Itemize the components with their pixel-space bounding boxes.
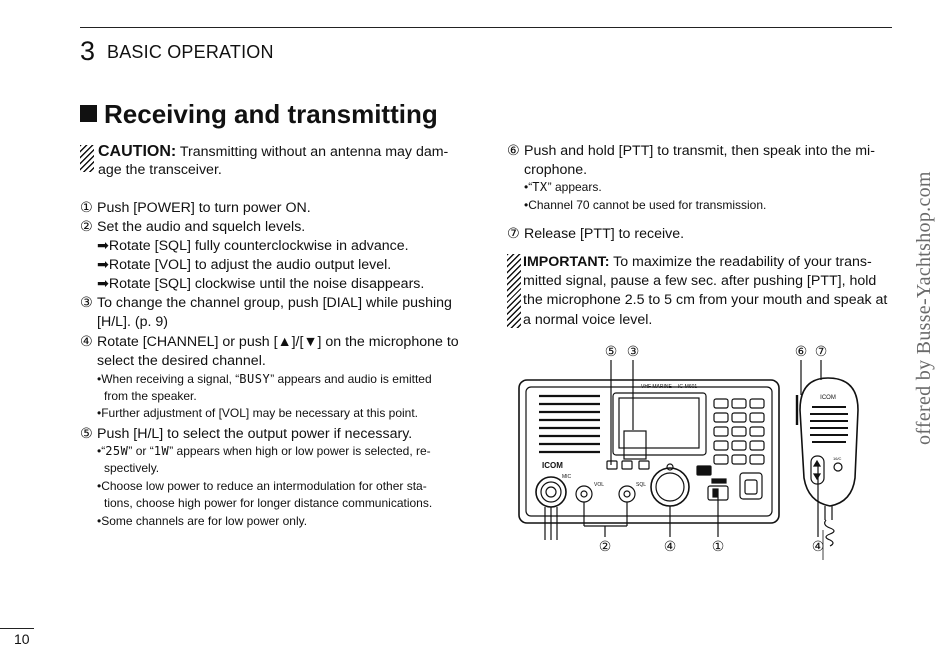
step-5-bullet-3: •Some channels are for low power only. <box>97 514 308 528</box>
radio-brand: ICOM <box>542 461 563 470</box>
step-5-text: Push [H/L] to select the output power if necessary. <box>97 426 413 442</box>
watermark: offered by Busse-Yachtshop.com <box>913 171 935 445</box>
callout-5-top: ⑤ <box>604 343 618 359</box>
important-label: IMPORTANT: <box>523 254 610 270</box>
lcd-25w-text: 25W <box>105 444 129 458</box>
step-5-bullet-1: •“25W” or “1W” appears when high or low power is selected, re- <box>97 444 431 458</box>
step-6-num: ⑥ <box>507 143 520 159</box>
arrow-right-icon: ➡ <box>97 276 109 292</box>
mic-16c-label: 16/C <box>833 456 842 461</box>
step-4-line-2: select the desired channel. <box>97 353 266 369</box>
callout-4-bottom: ④ <box>663 538 677 554</box>
callout-2-bottom: ② <box>598 538 612 554</box>
step-4-bullet-1-line-2: from the speaker. <box>104 389 197 403</box>
lcd-busy-text: BUSY <box>239 372 271 386</box>
lcd-1w-text: 1W <box>153 444 170 458</box>
step-1-text: Push [POWER] to turn power ON. <box>97 200 311 216</box>
step-6-line-1: Push and hold [PTT] to transmit, then speak into the mi- <box>524 143 875 159</box>
step-2-sub-3: ➡Rotate [SQL] clockwise until the noise disappears. <box>97 276 425 292</box>
step-6-line-2: crophone. <box>524 162 588 178</box>
chapter-title: BASIC OPERATION <box>107 42 274 62</box>
step-2-num: ② <box>80 219 93 235</box>
mic-label: MIC <box>562 474 572 480</box>
step-7-num: ⑦ <box>507 226 520 242</box>
step-6-bullet-2: •Channel 70 cannot be used for transmission. <box>524 198 767 212</box>
important-line-1: IMPORTANT: To maximize the readability of your trans- <box>523 254 872 270</box>
page-number: 10 <box>14 631 30 647</box>
caution-line-1: CAUTION: Transmitting without an antenna may dam- <box>98 143 449 160</box>
arrow-right-icon: ➡ <box>97 238 109 254</box>
step-3-line-1: To change the channel group, push [DIAL] while pushing <box>97 295 452 311</box>
step-2-sub-2: ➡Rotate [VOL] to adjust the audio output level. <box>97 257 392 273</box>
step-5-bullet-2: •Choose low power to reduce an intermodulation for other sta- <box>97 479 427 493</box>
step-4-line-1: Rotate [CHANNEL] or push [▲]/[▼] on the microphone to <box>97 334 459 350</box>
step-3-num: ③ <box>80 295 93 311</box>
step-7-text: Release [PTT] to receive. <box>524 226 685 242</box>
lcd-tx-text: TX <box>532 180 548 194</box>
step-5-bullet-2-line-2: tions, choose high power for longer distance communications. <box>104 496 433 510</box>
section-title-text: Receiving and transmitting <box>104 99 438 129</box>
sql-label: SQL <box>636 482 647 488</box>
step-1-num: ① <box>80 200 93 216</box>
step-5-bullet-1-line-2: spectively. <box>104 461 160 475</box>
important-line-4: a normal voice level. <box>523 312 653 328</box>
step-2-sub-1: ➡Rotate [SQL] fully counterclockwise in advance. <box>97 238 409 254</box>
radio-marine-label: VHF MARINE <box>641 384 672 390</box>
step-6-bullet-1: •“TX” appears. <box>524 180 602 194</box>
arrow-right-icon: ➡ <box>97 257 109 273</box>
caution-line-2: age the transceiver. <box>98 162 222 178</box>
step-4-bullet-2: •Further adjustment of [VOL] may be necessary at this point. <box>97 406 419 420</box>
step-3-line-2: [H/L]. (p. 9) <box>97 314 168 330</box>
radio-model-label: IC-M601 <box>678 384 698 390</box>
callout-3-top: ③ <box>626 343 640 359</box>
footer-rule <box>0 628 34 629</box>
callout-6-top: ⑥ <box>794 343 808 359</box>
callout-1-bottom: ① <box>711 538 725 554</box>
vol-label: VOL <box>594 482 605 488</box>
important-line-3: the microphone 2.5 to 5 cm from your mouth and speak at <box>523 292 888 308</box>
step-5-num: ⑤ <box>80 426 93 442</box>
step-4-bullet-1: •When receiving a signal, “BUSY” appears and audio is emitted <box>97 372 432 386</box>
callout-4-mic-bottom: ④ <box>811 538 825 554</box>
caution-label: CAUTION: <box>98 143 177 160</box>
step-2-text: Set the audio and squelch levels. <box>97 219 306 235</box>
chapter-number: 3 <box>80 36 96 66</box>
callout-7-top: ⑦ <box>814 343 828 359</box>
important-line-2: mitted signal, pause a few sec. after pushing [PTT], hold <box>523 273 877 289</box>
mic-brand: ICOM <box>820 395 836 401</box>
step-4-num: ④ <box>80 334 93 350</box>
